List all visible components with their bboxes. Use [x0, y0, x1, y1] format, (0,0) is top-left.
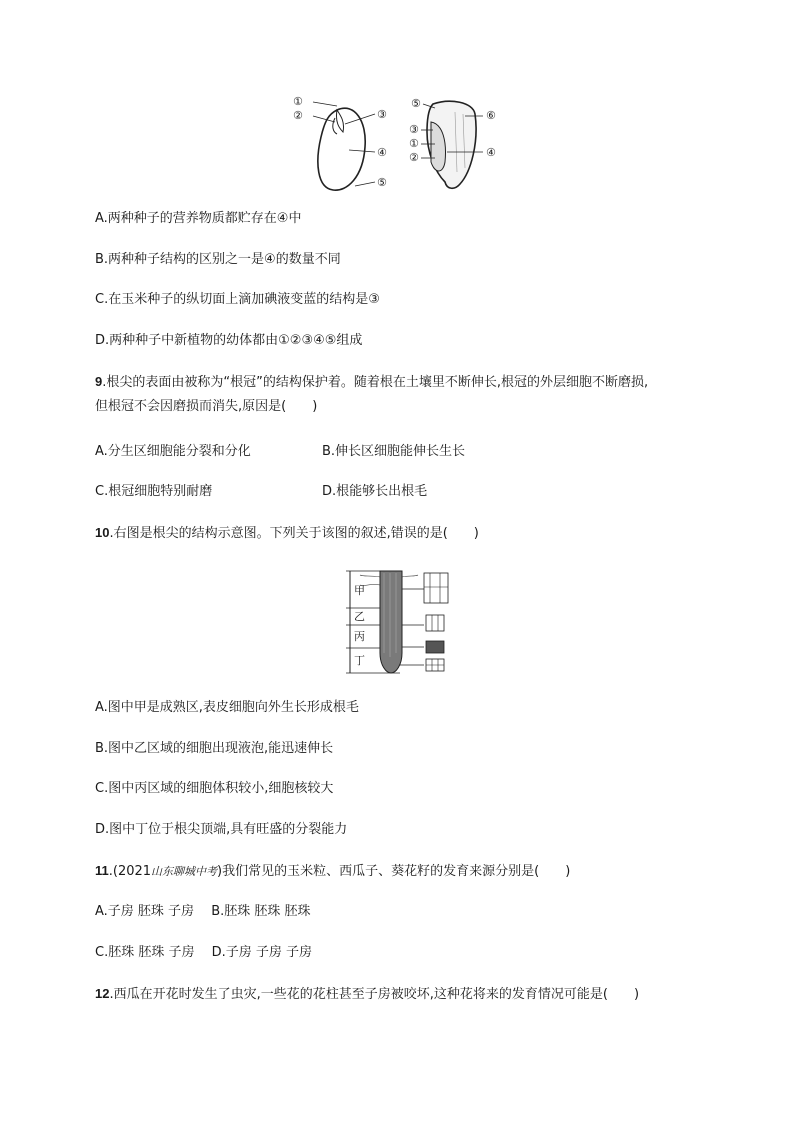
- q11-options-ab: A.子房 胚珠 子房 B.胚珠 胚珠 胚珠: [95, 904, 311, 919]
- q11-text: )我们常见的玉米粒、西瓜子、葵花籽的发育来源分别是( ): [217, 864, 571, 879]
- q9-stem-line1: [95, 372, 648, 393]
- q10-text: .右图是根尖的结构示意图。下列关于该图的叙述,错误的是( ): [109, 526, 479, 541]
- bean-label-3: ③: [377, 108, 387, 121]
- q8-option-a: A.两种种子的营养物质都贮存在④中: [95, 211, 302, 226]
- q9-option-c: C.根冠细胞特别耐磨: [95, 484, 213, 499]
- q12-number: 12: [95, 986, 110, 1001]
- bean-label-4: ④: [377, 146, 387, 159]
- corn-label-2: ②: [409, 151, 419, 164]
- q8-option-b: B.两种种子结构的区别之一是④的数量不同: [95, 252, 341, 267]
- q9-option-d: D.根能够长出根毛: [322, 484, 428, 499]
- q10-option-b: B.图中乙区域的细胞出现液泡,能迅速伸长: [95, 741, 334, 756]
- q11-options-cd: C.胚珠 胚珠 子房 D.子房 子房 子房: [95, 945, 313, 960]
- q11-source: 山东聊城中考: [151, 865, 218, 878]
- q8-option-d: D.两种种子中新植物的幼体都由①②③④⑤组成: [95, 333, 363, 348]
- q8-option-c: C.在玉米种子的纵切面上滴加碘液变蓝的结构是③: [95, 292, 380, 307]
- q10-option-d: D.图中丁位于根尖顶端,具有旺盛的分裂能力: [95, 822, 348, 837]
- q11-prefix: .(2021: [108, 864, 152, 879]
- q10-stem: [95, 523, 479, 544]
- bean-label-5: ⑤: [377, 176, 387, 189]
- seed-figure: [285, 92, 505, 197]
- q10-option-c: C.图中丙区域的细胞体积较小,细胞核较大: [95, 781, 334, 796]
- q12-text: .西瓜在开花时发生了虫灾,一些花的花柱甚至子房被咬坏,这种花将来的发育情况可能是( ): [109, 987, 640, 1002]
- corn-label-4: ④: [486, 146, 496, 159]
- q10-option-a: A.图中甲是成熟区,表皮细胞向外生长形成根毛: [95, 700, 359, 715]
- bean-label-1: ①: [293, 95, 303, 108]
- q9-stem-line2: 但根冠不会因磨损而消失,原因是( ): [95, 399, 318, 414]
- q11-number: 11: [95, 863, 109, 878]
- corn-label-1: ①: [409, 137, 419, 150]
- root-label-ding: 丁: [354, 654, 365, 667]
- q9-option-b: B.伸长区细胞能伸长生长: [322, 444, 466, 459]
- corn-label-3: ③: [409, 123, 419, 136]
- q9-number: 9: [95, 374, 103, 389]
- corn-label-5: ⑤: [411, 97, 421, 110]
- q11-stem: [95, 861, 570, 882]
- root-label-yi: 乙: [354, 610, 365, 623]
- corn-label-6: ⑥: [486, 109, 496, 122]
- q10-number: 10: [95, 525, 110, 540]
- q9-option-a: A.分生区细胞能分裂和分化: [95, 444, 251, 459]
- q9-text-1: .根尖的表面由被称为“根冠”的结构保护着。随着根在土壤里不断伸长,根冠的外层细胞不断磨损,: [102, 375, 649, 390]
- root-label-jia: 甲: [354, 584, 365, 597]
- root-tip-figure: [340, 565, 452, 677]
- seed-diagram: [285, 92, 505, 197]
- bean-label-2: ②: [293, 109, 303, 122]
- q12-stem: [95, 984, 639, 1005]
- root-label-bing: 丙: [354, 630, 365, 643]
